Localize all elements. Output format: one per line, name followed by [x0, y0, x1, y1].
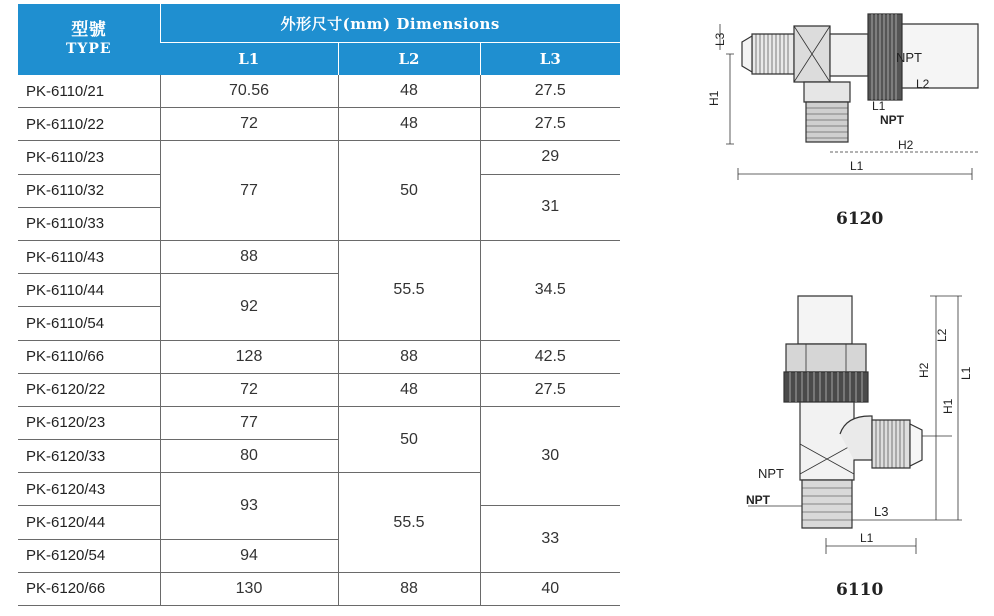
l3-cell: 40 [480, 572, 620, 605]
table-row [18, 340, 620, 373]
l1-cell: 80 [160, 440, 338, 473]
l3-cell: 34.5 [480, 240, 620, 340]
dim-label-l2: L2 [935, 328, 949, 342]
type-cell: PK-6110/44 [18, 274, 160, 307]
table-row [18, 373, 620, 406]
l1-column-header: L1 [160, 43, 338, 76]
l1-cell: 130 [160, 572, 338, 605]
l3-cell: 33 [480, 506, 620, 572]
l3-cell: 42.5 [480, 340, 620, 373]
type-header-zh: 型號 [71, 19, 107, 40]
dim-label-l1-bottom: L1 [860, 531, 874, 545]
l1-cell: 93 [160, 473, 338, 539]
model-6110-label: 6110 [836, 580, 884, 600]
l3-cell: 27.5 [480, 75, 620, 108]
npt-lower-label: NPT [880, 113, 904, 127]
dim-label-l1: L1 [959, 366, 973, 380]
l3-column-header: L3 [480, 43, 620, 76]
l1-cell: 77 [160, 406, 338, 439]
fitting-6120-drawing [690, 4, 990, 194]
l1-cell: 77 [160, 141, 338, 241]
type-cell: PK-6120/22 [18, 373, 160, 406]
dim-label-l1: L1 [850, 159, 864, 173]
type-cell: PK-6120/23 [18, 406, 160, 439]
l2-cell: 48 [338, 108, 480, 141]
l1-cell: 72 [160, 373, 338, 406]
npt-lower-label: NPT [746, 493, 770, 507]
l2-cell: 88 [338, 572, 480, 605]
fitting-6110-drawing [690, 284, 990, 554]
l3-cell: 29 [480, 141, 620, 174]
l1-cell: 128 [160, 340, 338, 373]
type-cell: PK-6110/22 [18, 108, 160, 141]
type-cell: PK-6120/44 [18, 506, 160, 539]
type-cell: PK-6110/43 [18, 240, 160, 273]
l2-cell: 88 [338, 340, 480, 373]
hex-nut [786, 344, 866, 372]
type-cell: PK-6120/66 [18, 572, 160, 605]
l1-cell: 70.56 [160, 75, 338, 108]
l3-cell: 27.5 [480, 373, 620, 406]
dimensions-header: 外形尺寸(mm) Dimensions [160, 4, 620, 43]
dim-label-h2: H2 [898, 138, 914, 152]
table-row [18, 406, 620, 439]
l3-cell: 30 [480, 406, 620, 506]
type-column-header [18, 4, 160, 75]
type-cell: PK-6110/21 [18, 75, 160, 108]
dim-label-l3: L3 [874, 504, 889, 519]
type-cell: PK-6110/32 [18, 174, 160, 207]
type-cell: PK-6110/54 [18, 307, 160, 340]
type-cell: PK-6110/33 [18, 207, 160, 240]
table-row [18, 75, 620, 108]
type-cell: PK-6110/66 [18, 340, 160, 373]
l2-cell: 48 [338, 373, 480, 406]
type-cell: PK-6120/54 [18, 539, 160, 572]
dim-label-h2: H2 [917, 362, 931, 378]
l2-column-header: L2 [338, 43, 480, 76]
l1-cell: 88 [160, 240, 338, 273]
table-row [18, 141, 620, 174]
table-row [18, 108, 620, 141]
npt-upper-label: NPT [896, 50, 922, 65]
l2-cell: 50 [338, 406, 480, 472]
dimensions-table [18, 4, 620, 606]
dim-label-h1: H1 [941, 398, 955, 414]
l1-cell: 72 [160, 108, 338, 141]
type-cell: PK-6120/43 [18, 473, 160, 506]
top-pipe [798, 296, 852, 344]
table-row [18, 572, 620, 605]
npt-upper-label: NPT [758, 466, 784, 481]
type-cell: PK-6120/33 [18, 440, 160, 473]
type-cell: PK-6110/23 [18, 141, 160, 174]
l2-cell: 50 [338, 141, 480, 241]
dim-label-l3: L3 [713, 32, 727, 46]
dim-label-l1-small: L1 [872, 99, 886, 113]
l3-cell: 31 [480, 174, 620, 240]
dim-label-h1: H1 [707, 90, 721, 106]
l1-cell: 94 [160, 539, 338, 572]
l2-cell: 55.5 [338, 240, 480, 340]
l2-cell: 48 [338, 75, 480, 108]
l3-cell: 27.5 [480, 108, 620, 141]
type-header-en: TYPE [65, 40, 112, 57]
table-row [18, 240, 620, 273]
dim-label-l2: L2 [916, 77, 930, 91]
l1-cell: 92 [160, 274, 338, 340]
l2-cell: 55.5 [338, 473, 480, 573]
model-6120-label: 6120 [836, 209, 884, 229]
